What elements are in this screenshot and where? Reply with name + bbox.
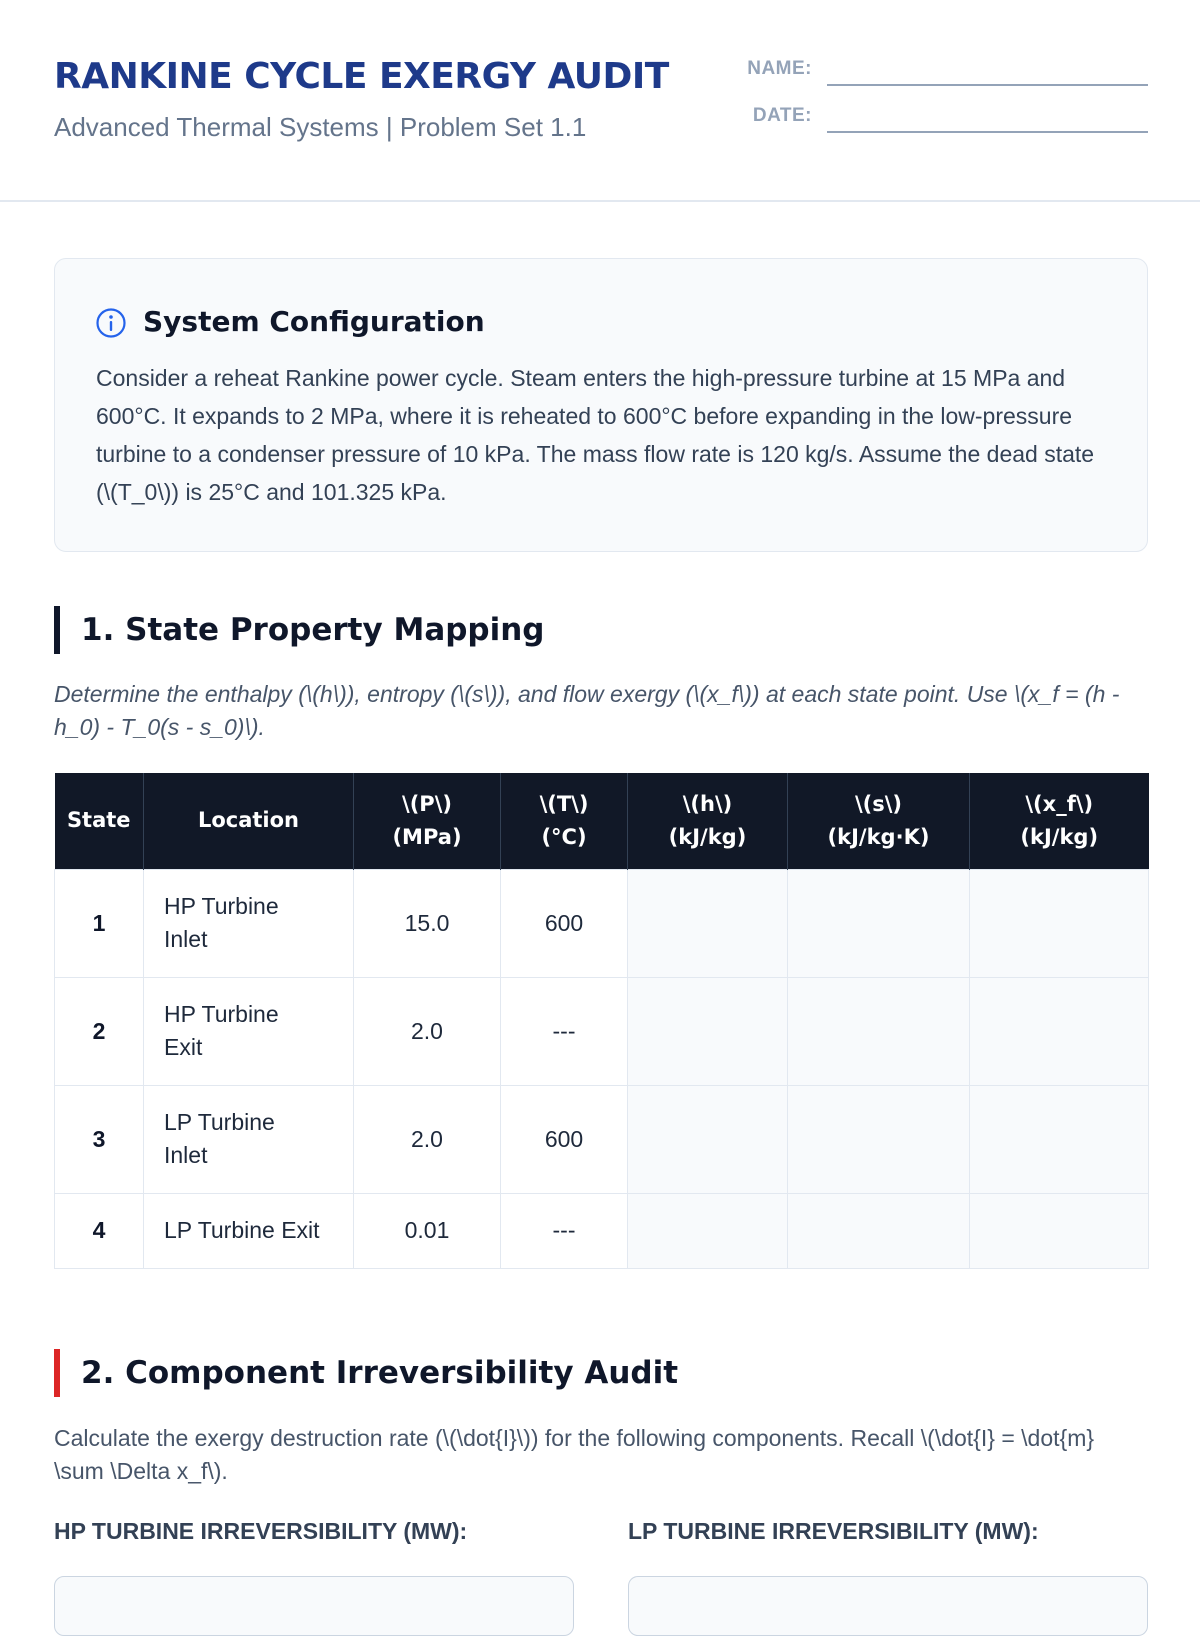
entropy-input[interactable]	[788, 869, 970, 977]
flow-exergy-input[interactable]	[970, 1085, 1149, 1193]
state-property-table	[54, 773, 1149, 1269]
state-location: HP Turbine Exit	[144, 977, 354, 1085]
config-title: System Configuration	[143, 305, 485, 338]
header-enthalpy: \(h\) (kJ/kg)	[628, 773, 788, 869]
table-row	[55, 977, 1149, 1085]
page-header	[0, 0, 1200, 202]
date-row	[740, 103, 1148, 133]
state-number: 1	[55, 869, 144, 977]
table-row	[55, 1193, 1149, 1268]
state-pressure: 15.0	[354, 869, 501, 977]
state-location: LP Turbine Inlet	[144, 1085, 354, 1193]
header-location: Location	[144, 773, 354, 869]
state-temperature: ---	[501, 977, 628, 1085]
state-location: HP Turbine Inlet	[144, 869, 354, 977]
section-2-instructions: Calculate the exergy destruction rate (\(\dot{I}\)) for the following components. Recall \(\dot{I} = \dot{m} \sum \Delta x_f\).	[54, 1425, 1095, 1484]
config-text: Consider a reheat Rankine power cycle. Steam enters the high-pressure turbine at 15 MPa and 600°C. It expands to 2 MPa, where it is reheated to 600°C before expanding in the low-pressure turbine to a condenser pressure of 10 kPa. The mass flow rate is 120 kg/s. Assume the dead state (\(T_0\)) is 25°C and 101.325 kPa.	[96, 365, 1095, 505]
date-field[interactable]	[827, 131, 1148, 133]
table-header-row	[55, 773, 1149, 869]
hp-irreversibility-input[interactable]	[54, 1576, 574, 1636]
section-1-instructions: Determine the enthalpy (\(h\)), entropy (\(s\)), and flow exergy (\(x_f\)) at each state point. Use \(x_f = (h - h_0) - T_0(s - s_0)\).	[54, 681, 1120, 740]
state-number: 4	[55, 1193, 144, 1268]
header-flow-exergy: \(x_f\) (kJ/kg)	[970, 773, 1149, 869]
name-row	[740, 56, 1148, 86]
lp-irreversibility-input[interactable]	[628, 1576, 1148, 1636]
enthalpy-input[interactable]	[628, 1193, 788, 1268]
state-location: LP Turbine Exit	[144, 1193, 354, 1268]
flow-exergy-input[interactable]	[970, 869, 1149, 977]
enthalpy-input[interactable]	[628, 869, 788, 977]
entropy-input[interactable]	[788, 1085, 970, 1193]
enthalpy-input[interactable]	[628, 977, 788, 1085]
hp-irreversibility-label: HP TURBINE IRREVERSIBILITY (MW):	[54, 1518, 468, 1544]
section-2-title: 2. Component Irreversibility Audit	[54, 1349, 678, 1397]
entropy-input[interactable]	[788, 1193, 970, 1268]
state-pressure: 2.0	[354, 977, 501, 1085]
name-label: NAME:	[747, 58, 812, 79]
table-row	[55, 869, 1149, 977]
state-temperature: 600	[501, 1085, 628, 1193]
state-number: 2	[55, 977, 144, 1085]
state-number: 3	[55, 1085, 144, 1193]
header-entropy: \(s\) (kJ/kg·K)	[788, 773, 970, 869]
header-pressure: \(P\) (MPa)	[354, 773, 501, 869]
section-1-title: 1. State Property Mapping	[54, 606, 545, 654]
flow-exergy-input[interactable]	[970, 1193, 1149, 1268]
header-state: State	[55, 773, 144, 869]
header-temperature: \(T\) (°C)	[501, 773, 628, 869]
state-pressure: 0.01	[354, 1193, 501, 1268]
info-icon	[95, 307, 127, 339]
system-configuration-box	[54, 258, 1148, 552]
page-title: RANKINE CYCLE EXERGY AUDIT	[54, 56, 669, 97]
page-subtitle: Advanced Thermal Systems | Problem Set 1.1	[54, 112, 587, 142]
state-temperature: ---	[501, 1193, 628, 1268]
flow-exergy-input[interactable]	[970, 977, 1149, 1085]
entropy-input[interactable]	[788, 977, 970, 1085]
enthalpy-input[interactable]	[628, 1085, 788, 1193]
table-row	[55, 1085, 1149, 1193]
date-label: DATE:	[752, 105, 812, 126]
state-pressure: 2.0	[354, 1085, 501, 1193]
name-field[interactable]	[827, 84, 1148, 86]
lp-irreversibility-label: LP TURBINE IRREVERSIBILITY (MW):	[628, 1518, 1039, 1544]
state-temperature: 600	[501, 869, 628, 977]
